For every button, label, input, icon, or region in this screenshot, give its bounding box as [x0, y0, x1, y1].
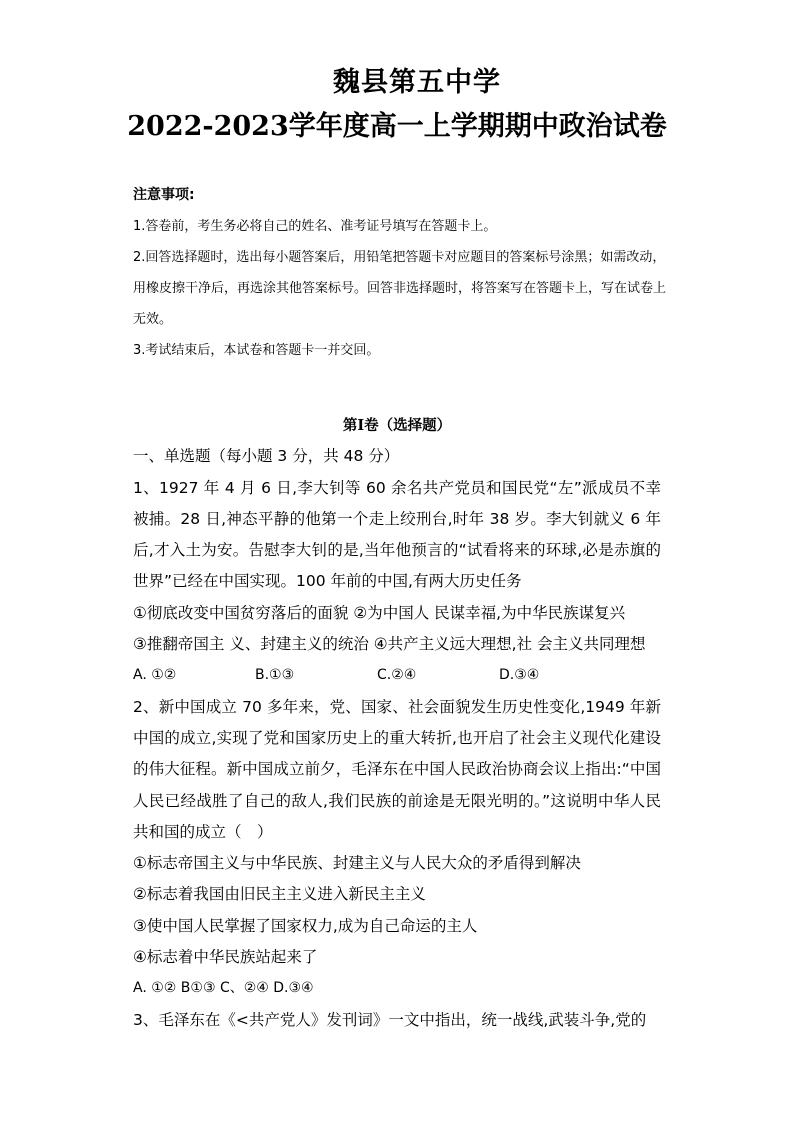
option-c: C.②④ [377, 667, 417, 684]
question-statement: ②标志着我国由旧民主主义进入新民主主义 [133, 885, 426, 904]
note-item: 2.回答选择题时，选出每小题答案后，用铅笔把答题卡对应题目的答案标号涂黑；如需改动，用橡皮擦干净后，再选涂其他答案标号。回答非选择题时，将答案写在答题卡上，写在试卷上无效。 [133, 250, 667, 327]
school-name: 魏县第五中学 [333, 67, 501, 98]
answer-options: A. ①② B①③ C、②④ D.③④ [133, 980, 314, 997]
notes-heading: 注意事项: [133, 187, 195, 203]
question-1 [133, 473, 661, 692]
section-heading: 一、单选题（每小题 3 分，共 48 分） [133, 447, 400, 466]
option-d: D.③④ [499, 667, 540, 684]
exam-title: 2022-2023学年度高一上学期期中政治试卷 [127, 111, 667, 142]
question-3 [133, 1005, 661, 1036]
option-a: A. ①② [133, 667, 177, 684]
note-item: 3.考试结束后，本试卷和答题卡一并交回。 [133, 343, 380, 358]
question-statement: ①彻底改变中国贫穷落后的面貌 ②为中国人 民谋幸福,为中华民族谋复兴 [133, 603, 626, 622]
question-statement: ③推翻帝国主 义、封建主义的统治 ④共产主义远大理想,社 会主义共同理想 [133, 635, 646, 654]
exam-notes [133, 180, 673, 366]
question-2 [133, 692, 661, 1005]
question-statement: ①标志帝国主义与中华民族、封建主义与人民大众的矛盾得到解决 [133, 854, 581, 873]
note-item: 1.答卷前，考生务必将自己的姓名、准考证号填写在答题卡上。 [133, 219, 497, 234]
question-stem: 3、毛泽东在《<共产党人》发刊词》一文中指出，统一战线,武装斗争,党的 [133, 1010, 647, 1029]
option-b: B.①③ [255, 667, 295, 684]
part-title: 第Ⅰ卷（选择题） [342, 417, 452, 434]
question-stem: 2、新中国成立 70 多年来，党、国家、社会面貌发生历史性变化,1949 年新中国的成立,实现了党和国家历史上的重大转折,也开启了社会主义现代化建设的伟大征程。新中国成立前夕，毛泽东在中国人民政治协商会议上指出:“中国人民已经战胜了自己的敌人,我们民族的前途是无限光明的。”这说明中华人民共和国的成立（ ） [133, 697, 661, 841]
question-statement: ④标志着中华民族站起来了 [133, 948, 318, 967]
answer-options [133, 660, 661, 691]
question-stem: 1、1927 年 4 月 6 日,李大钊等 60 余名共产党员和国民党“左”派成员不幸被捕。28 日,神态平静的他第一个走上绞刑台,时年 38 岁。李大钊就义 6 年后,才入土为安。告慰李大钊的是,当年他预言的“试看将来的环球,必是赤旗的世界”已经在中国实现。100 年前的中国,有两大历史任务 [133, 478, 661, 591]
question-statement: ③使中国人民掌握了国家权力,成为自己命运的主人 [133, 916, 478, 935]
choice-section [133, 410, 661, 1036]
